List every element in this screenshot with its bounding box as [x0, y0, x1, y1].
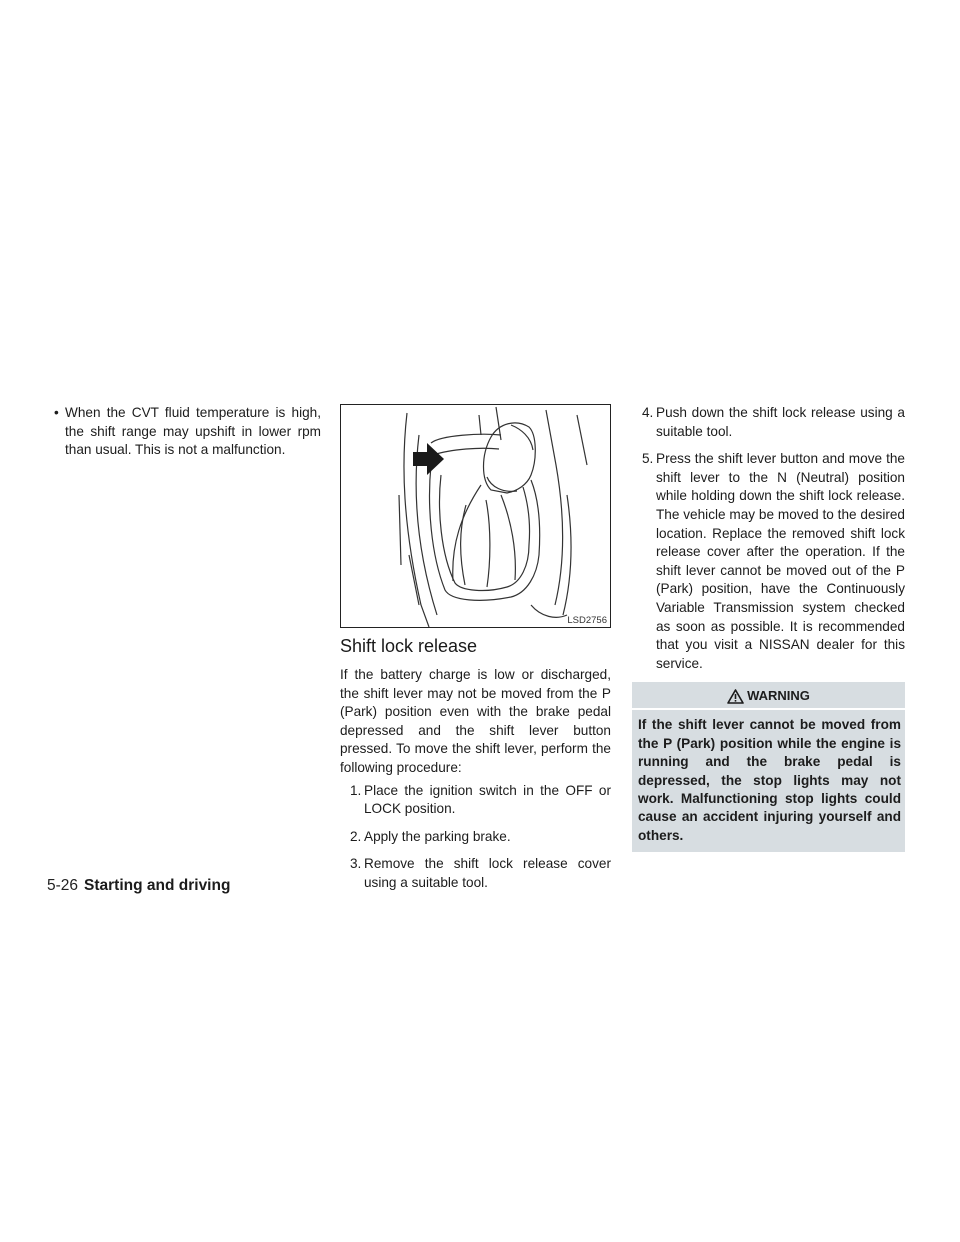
step-text: Place the ignition switch in the OFF or LOCK position. — [364, 782, 611, 817]
step-text: Apply the parking brake. — [364, 828, 511, 844]
step-number: 1. — [350, 782, 362, 798]
section-title: Shift lock release — [340, 636, 478, 656]
step-text: Remove the shift lock release cover using a suitable tool. — [364, 856, 611, 890]
step-text: Press the shift lever button and move the shift lever to the N (Neutral) position while holding down the shift lock release. The vehicle may be moved to the desired location. Replace the removed shift lock release cover after the operation. If the shift lever cannot be moved out of the P (Park) position, have the Continuously Variable Transmission system checked as soon as possible. It is recommended that you visit a NISSAN dealer for this service. — [656, 451, 905, 671]
chapter-title: Starting and driving — [84, 877, 231, 894]
middle-column — [340, 404, 611, 902]
step-number: 4. — [642, 405, 654, 420]
step-item — [632, 404, 905, 441]
page-footer — [47, 876, 230, 896]
shift-lever-figure — [340, 404, 611, 628]
warning-icon — [727, 689, 744, 704]
warning-text: If the shift lever cannot be moved from the P (Park) position while the engine is running and the brake pedal is depressed, the stop lights may not work. Malfunctioning stop lights could cause an accident injuring yourself and others. — [632, 708, 905, 845]
step-item — [340, 782, 611, 819]
section-intro: If the battery charge is low or discharged, the shift lever may not be moved from the P (Park) position even with the brake pedal depressed and the shift lever button pressed. To move the shift lever, perform the following procedure: — [340, 667, 611, 775]
step-item — [632, 450, 905, 673]
warning-box — [632, 682, 905, 852]
shift-lever-illustration — [341, 405, 610, 627]
step-number: 5. — [642, 451, 654, 467]
bullet-item — [47, 404, 321, 460]
step-number: 3. — [350, 856, 362, 872]
step-text: Push down the shift lock release using a suitable tool. — [656, 405, 905, 439]
warning-title: WARNING — [747, 688, 810, 704]
bullet-text: When the CVT fluid temperature is high, the shift range may upshift in lower rpm than usual. This is not a malfunction. — [65, 405, 321, 458]
figure-code: LSD2756 — [567, 615, 607, 626]
right-column — [632, 404, 905, 852]
step-number: 2. — [350, 828, 362, 844]
bullet-marker: • — [54, 405, 59, 420]
page-number: 5-26 — [47, 877, 79, 894]
step-item — [340, 855, 611, 892]
left-column — [47, 404, 321, 460]
warning-header — [632, 682, 905, 708]
step-item — [340, 828, 611, 847]
